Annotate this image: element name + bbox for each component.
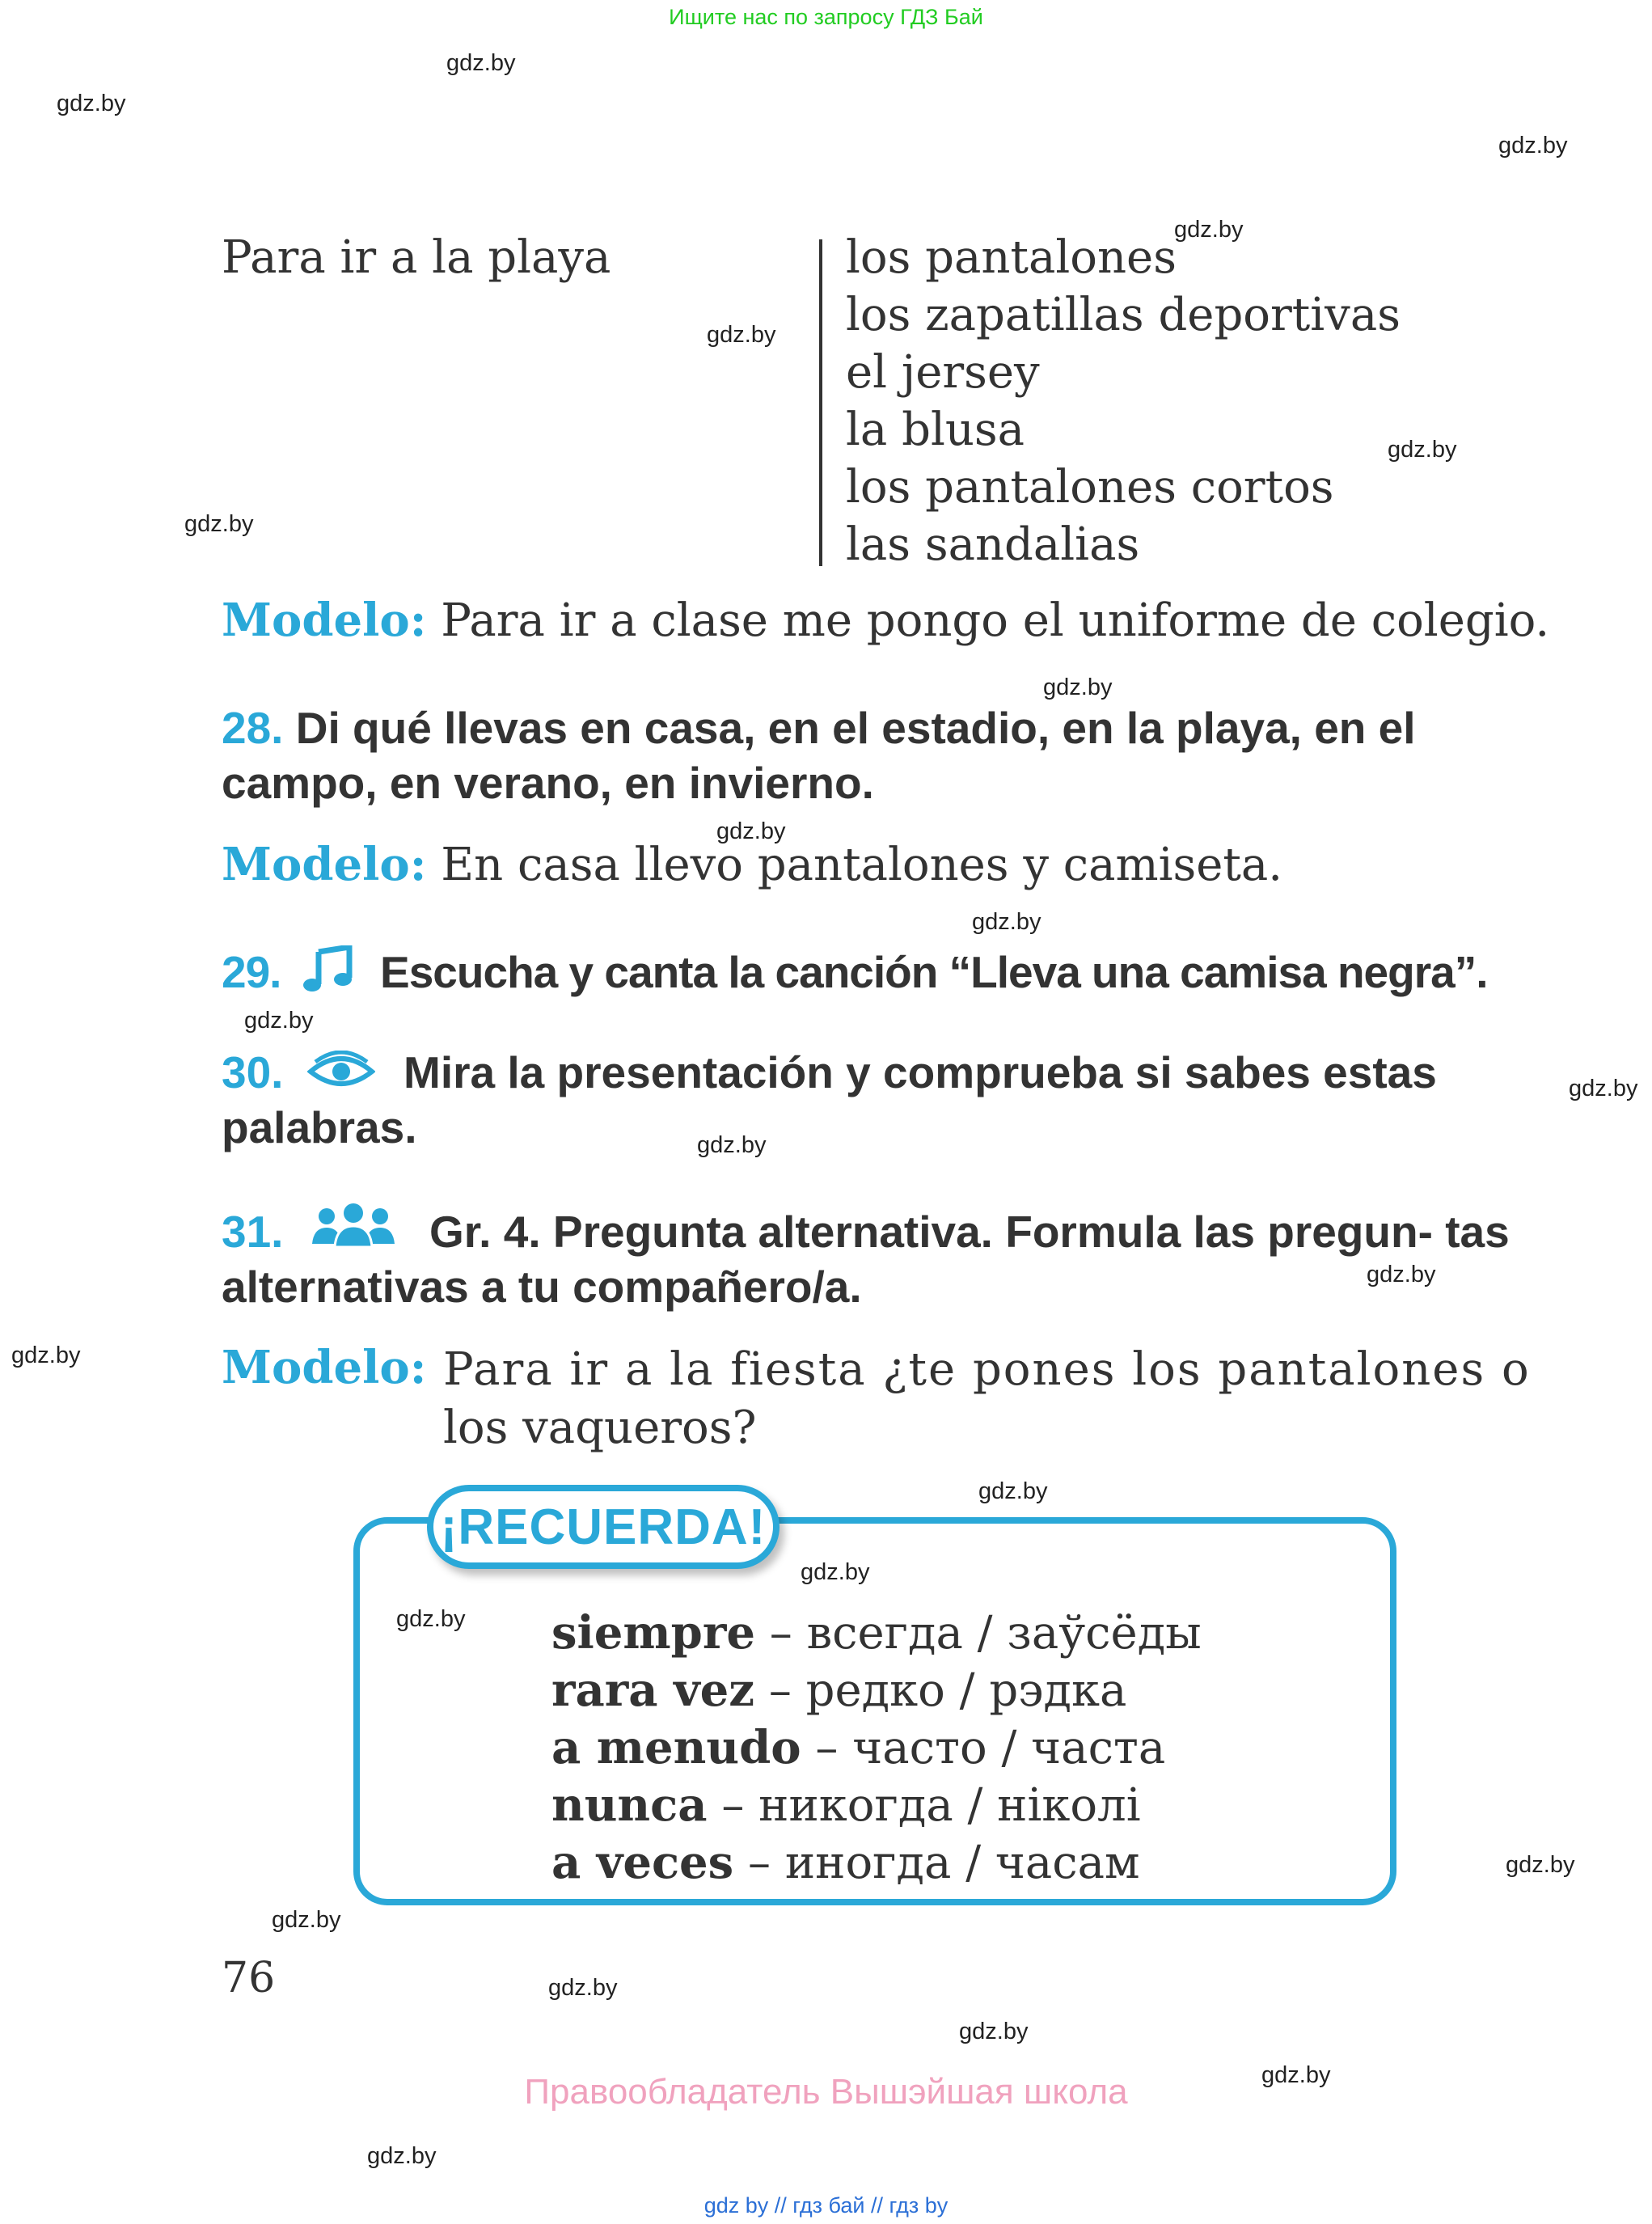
task-number: 28. xyxy=(222,703,284,753)
watermark: gdz.by xyxy=(396,1606,466,1632)
watermark: gdz.by xyxy=(697,1132,767,1158)
page-number: 76 xyxy=(222,1954,276,2002)
list-item: la blusa xyxy=(846,404,1025,456)
watermark: gdz.by xyxy=(1388,437,1457,463)
watermark: gdz.by xyxy=(244,1008,314,1034)
recuerda-translation: – часто / часта xyxy=(815,1722,1166,1774)
task-31 xyxy=(222,1202,1515,1314)
music-note-icon xyxy=(301,945,357,994)
footer-note: gdz by // гдз бай // гдз by xyxy=(703,2193,949,2218)
watermark: gdz.by xyxy=(367,2143,437,2169)
recuerda-translation: – никогда / ніколі xyxy=(721,1779,1141,1832)
watermark: gdz.by xyxy=(1174,217,1244,243)
watermark: gdz.by xyxy=(446,50,516,76)
watermark: gdz.by xyxy=(972,909,1041,935)
list-item: el jersey xyxy=(846,346,1040,399)
watermark: gdz.by xyxy=(707,322,776,348)
eye-icon xyxy=(307,1048,375,1089)
task-text: Escucha y canta la canción “Lleva una camisa negra”. xyxy=(380,947,1488,997)
header-note: Ищите нас по запросу ГДЗ Бай xyxy=(669,5,983,29)
recuerda-term: rara vez xyxy=(551,1664,755,1717)
list-item: los pantalones xyxy=(846,231,1177,284)
list-item: las sandalias xyxy=(846,518,1140,571)
recuerda-term: nunca xyxy=(551,1778,708,1832)
recuerda-translation: – иногда / часам xyxy=(748,1837,1140,1889)
modelo-example-3-label xyxy=(222,1341,426,1394)
recuerda-item xyxy=(551,1721,1165,1774)
modelo-text-line: los vaqueros? xyxy=(443,1402,757,1454)
watermark: gdz.by xyxy=(1367,1262,1436,1287)
watermark: gdz.by xyxy=(1043,674,1113,700)
modelo-text: En casa llevo pantalones y camiseta. xyxy=(441,839,1283,891)
modelo-label: Modelo: xyxy=(222,838,427,891)
task-text: Di qué llevas en casa, en el estadio, en la playa, en el campo, en verano, en invierno. xyxy=(222,703,1416,808)
task-30 xyxy=(222,1045,1515,1155)
recuerda-item xyxy=(551,1664,1126,1717)
copyright-notice: Правообладатель Вышэйшая школа xyxy=(524,2072,1128,2112)
list-divider xyxy=(819,239,822,566)
modelo-example-3 xyxy=(443,1341,1531,1457)
watermark: gdz.by xyxy=(272,1907,341,1933)
recuerda-item xyxy=(551,1606,1202,1660)
watermark: gdz.by xyxy=(1569,1076,1638,1101)
watermark: gdz.by xyxy=(1506,1852,1575,1878)
watermark: gdz.by xyxy=(959,2019,1029,2044)
task-text: Mira la presentación y comprueba si sabes estas palabras. xyxy=(222,1047,1437,1152)
recuerda-term: a menudo xyxy=(551,1721,801,1774)
watermark: gdz.by xyxy=(548,1975,618,2001)
watermark: gdz.by xyxy=(184,511,254,537)
modelo-example-2 xyxy=(222,838,1282,891)
recuerda-translation: – всегда / заўсёды xyxy=(769,1607,1202,1660)
list-item: los pantalones cortos xyxy=(846,461,1334,514)
modelo-label: Modelo: xyxy=(222,594,427,647)
modelo-text-line: Para ir a la fiesta ¿te pones los pantalones o xyxy=(443,1343,1531,1396)
task-number: 30. xyxy=(222,1047,284,1097)
task-number: 31. xyxy=(222,1207,284,1257)
recuerda-term: siempre xyxy=(551,1606,755,1660)
task-number: 29. xyxy=(222,947,281,997)
recuerda-item xyxy=(551,1778,1141,1832)
modelo-text: Para ir a clase me pongo el uniforme de colegio. xyxy=(441,594,1550,647)
recuerda-title: ¡RECUERDA! xyxy=(440,1499,767,1555)
watermark: gdz.by xyxy=(57,91,126,116)
exercise-left-phrase: Para ir a la playa xyxy=(222,231,611,284)
task-28 xyxy=(222,700,1515,810)
group-icon xyxy=(309,1202,398,1250)
task-text: Gr. 4. Pregunta alternativa. Formula las pregun- tas alternativas a tu compañero/a. xyxy=(222,1207,1510,1312)
watermark: gdz.by xyxy=(978,1478,1048,1504)
recuerda-translation: – редко / рэдка xyxy=(768,1664,1127,1717)
watermark: gdz.by xyxy=(1498,133,1568,159)
task-29 xyxy=(222,945,1515,1000)
watermark: gdz.by xyxy=(1261,2062,1331,2088)
modelo-example-1 xyxy=(222,594,1549,647)
list-item: los zapatillas deportivas xyxy=(846,289,1401,341)
recuerda-item xyxy=(551,1836,1140,1889)
watermark: gdz.by xyxy=(11,1342,81,1368)
watermark: gdz.by xyxy=(801,1559,870,1585)
recuerda-title-badge xyxy=(427,1485,780,1569)
recuerda-term: a veces xyxy=(551,1836,734,1889)
watermark: gdz.by xyxy=(716,818,786,844)
modelo-label: Modelo: xyxy=(222,1341,427,1394)
